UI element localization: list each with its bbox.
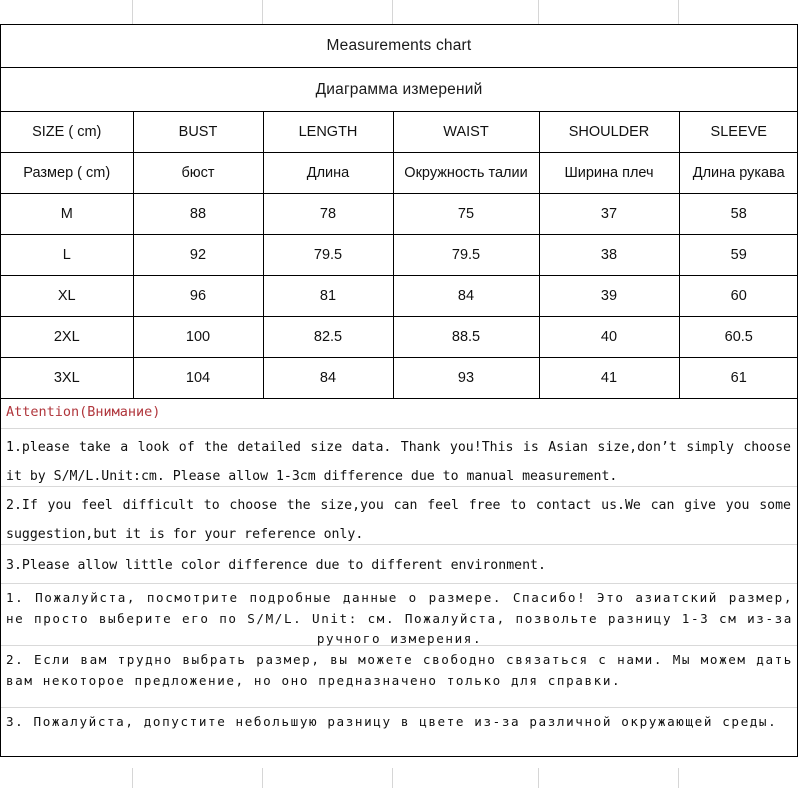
attention-heading: Attention(Внимание) [1,399,797,429]
cell-length: 78 [263,194,393,235]
cell-length: 81 [263,276,393,317]
grid-line-bottom-4 [538,768,539,788]
grid-line-bottom-1 [132,768,133,788]
note-english-1: 1.please take a look of the detailed size data. Thank you!This is Asian size,don’t simply choose it by S/M/L.Unit:cm. Please allow 1-3cm difference due to manual measurement. [1,429,797,487]
column-header-waist-en: WAIST [393,112,539,153]
cell-shoulder: 38 [539,235,679,276]
cell-sleeve: 59 [679,235,798,276]
measurements-table [1,112,798,398]
cell-bust: 88 [133,194,263,235]
cell-shoulder: 40 [539,317,679,358]
cell-bust: 96 [133,276,263,317]
cell-waist: 75 [393,194,539,235]
cell-size: XL [1,276,133,317]
cell-sleeve: 60.5 [679,317,798,358]
grid-line-bottom-2 [262,768,263,788]
cell-size: 2XL [1,317,133,358]
table-row [1,276,798,317]
cell-waist: 88.5 [393,317,539,358]
chart-title-row-english [1,25,797,68]
note-english-2: 2.If you feel difficult to choose the size,you can feel free to contact us.We can give you some suggestion,but it is for your reference only. [1,487,797,545]
grid-line-top-4 [538,0,539,24]
grid-line-bottom-3 [392,768,393,788]
note-russian-3: 3. Пожалуйста, допустите небольшую разницу в цвете из-за различной окружающей среды. [6,714,778,729]
page-title-russian: Диаграмма измерений [315,80,483,98]
column-header-shoulder-en: SHOULDER [539,112,679,153]
column-header-sleeve-ru: Длина рукава [679,153,798,194]
note-english-3: 3.Please allow little color difference due to different environment. [1,545,797,584]
cell-length: 82.5 [263,317,393,358]
cell-size: 3XL [1,358,133,399]
cell-bust: 92 [133,235,263,276]
cell-length: 84 [263,358,393,399]
cell-sleeve: 58 [679,194,798,235]
measurements-sheet [0,24,798,757]
table-row [1,358,798,399]
cell-sleeve: 61 [679,358,798,399]
cell-waist: 93 [393,358,539,399]
table-row [1,194,798,235]
cell-shoulder: 41 [539,358,679,399]
column-header-shoulder-ru: Ширина плеч [539,153,679,194]
cell-waist: 84 [393,276,539,317]
chart-title-row-russian [1,68,797,112]
cell-sleeve: 60 [679,276,798,317]
cell-size: M [1,194,133,235]
table-header-row-russian [1,153,798,194]
grid-line-top-5 [678,0,679,24]
column-header-length-en: LENGTH [263,112,393,153]
cell-bust: 104 [133,358,263,399]
cell-shoulder: 39 [539,276,679,317]
cell-size: L [1,235,133,276]
column-header-size-ru: Размер ( cm) [1,153,133,194]
column-header-bust-ru: бюст [133,153,263,194]
table-row [1,235,798,276]
column-header-waist-ru: Окружность талии [393,153,539,194]
grid-line-top-3 [392,0,393,24]
cell-bust: 100 [133,317,263,358]
note-russian-1: 1. Пожалуйста, посмотрите подробные данные о размере. Спасибо! Это азиатский размер, не просто выберите его по S/M/L. Unit: см. Пожалуйста, позвольте разницу 1-3 см из-за ручного измерения. [1,584,797,646]
note-russian-2: 2. Если вам трудно выбрать размер, вы можете свободно связаться с нами. Мы можем дать вам некоторое предложение, но оно предназначено только для справки. [1,646,797,708]
table-row [1,317,798,358]
grid-line-top-1 [132,0,133,24]
cell-waist: 79.5 [393,235,539,276]
column-header-length-ru: Длина [263,153,393,194]
page-title-english: Measurements chart [326,37,472,54]
column-header-bust-en: BUST [133,112,263,153]
grid-line-top-2 [262,0,263,24]
column-header-size-en: SIZE ( cm) [1,112,133,153]
attention-notes-block [1,398,797,756]
column-header-sleeve-en: SLEEVE [679,112,798,153]
grid-line-bottom-5 [678,768,679,788]
table-header-row-english [1,112,798,153]
cell-length: 79.5 [263,235,393,276]
cell-shoulder: 37 [539,194,679,235]
